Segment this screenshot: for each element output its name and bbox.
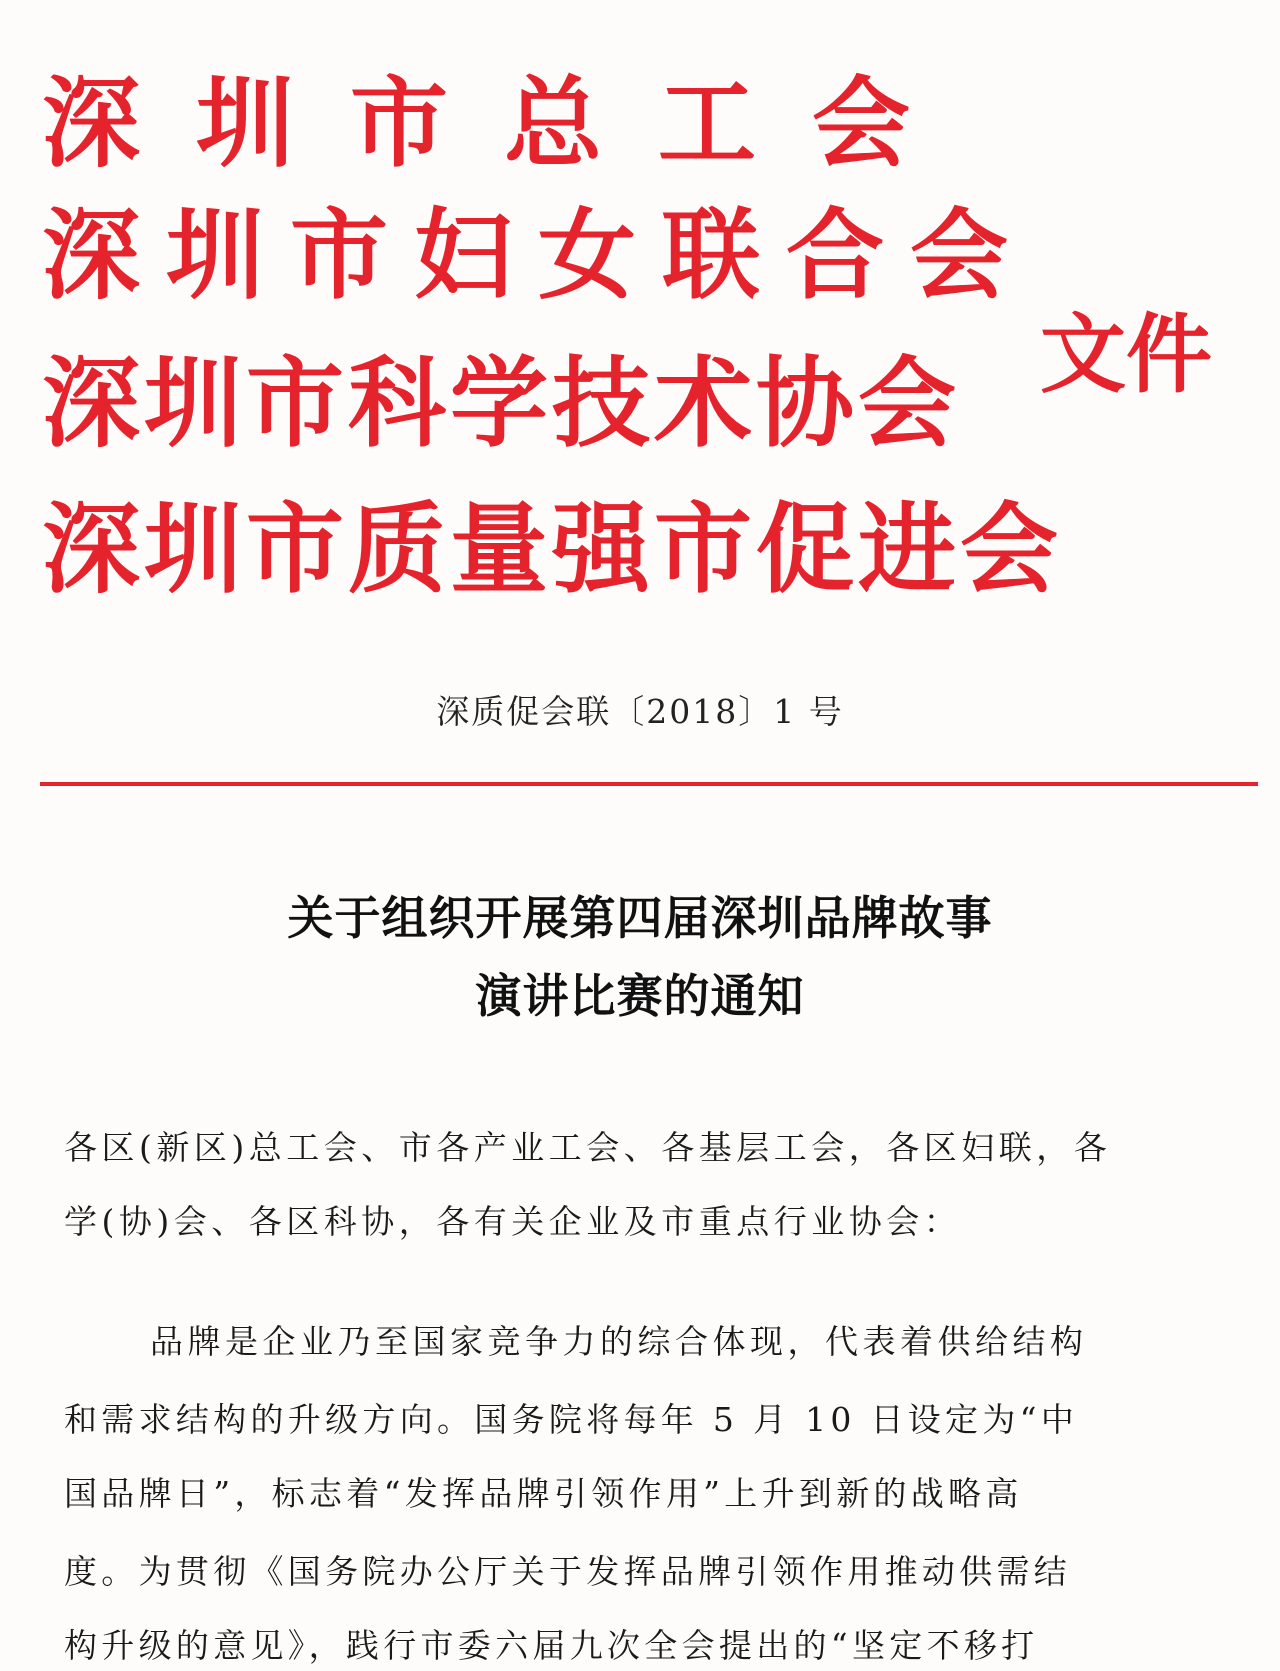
red-divider-line <box>40 782 1258 786</box>
notice-title-line1: 关于组织开展第四届深圳品牌故事 <box>287 891 993 945</box>
addressee-line: 学(协)会、各区科协，各有关企业及市重点行业协会： <box>64 1202 962 1241</box>
paragraph-line <box>64 1320 1214 1364</box>
paragraph-line: 和需求结构的升级方向。国务院将每年 5 月 10 日设定为“中 <box>64 1400 1079 1439</box>
addressee-line: 各区(新区)总工会、市各产业工会、各基层工会，各区妇联，各 <box>64 1128 1112 1167</box>
issuer-name: 深圳市质量强市促进会 <box>42 493 1063 607</box>
notice-title-line2: 演讲比赛的通知 <box>475 969 805 1023</box>
issuer-name: 深圳市科学技术协会 <box>42 347 961 461</box>
paragraph-line: 度。为贯彻《国务院办公厅关于发挥品牌引领作用推动供需结 <box>64 1552 1072 1591</box>
document-number: 深质促会联〔2018〕1 号 <box>436 692 844 731</box>
issuer-name: 深圳市妇女联合会 <box>42 199 1035 313</box>
paragraph-line: 构升级的意见》，践行市委六届九次全会提出的“坚定不移打 <box>64 1626 1039 1665</box>
paragraph-line-text: 品牌是企业乃至国家竞争力的综合体现，代表着供给结构 <box>150 1322 1088 1361</box>
issuer-name: 深圳市总工会 <box>42 67 967 181</box>
paragraph-line: 国品牌日”，标志着“发挥品牌引领作用”上升到新的战略高 <box>64 1474 1023 1513</box>
document-type-label: 文件 <box>1040 305 1212 405</box>
